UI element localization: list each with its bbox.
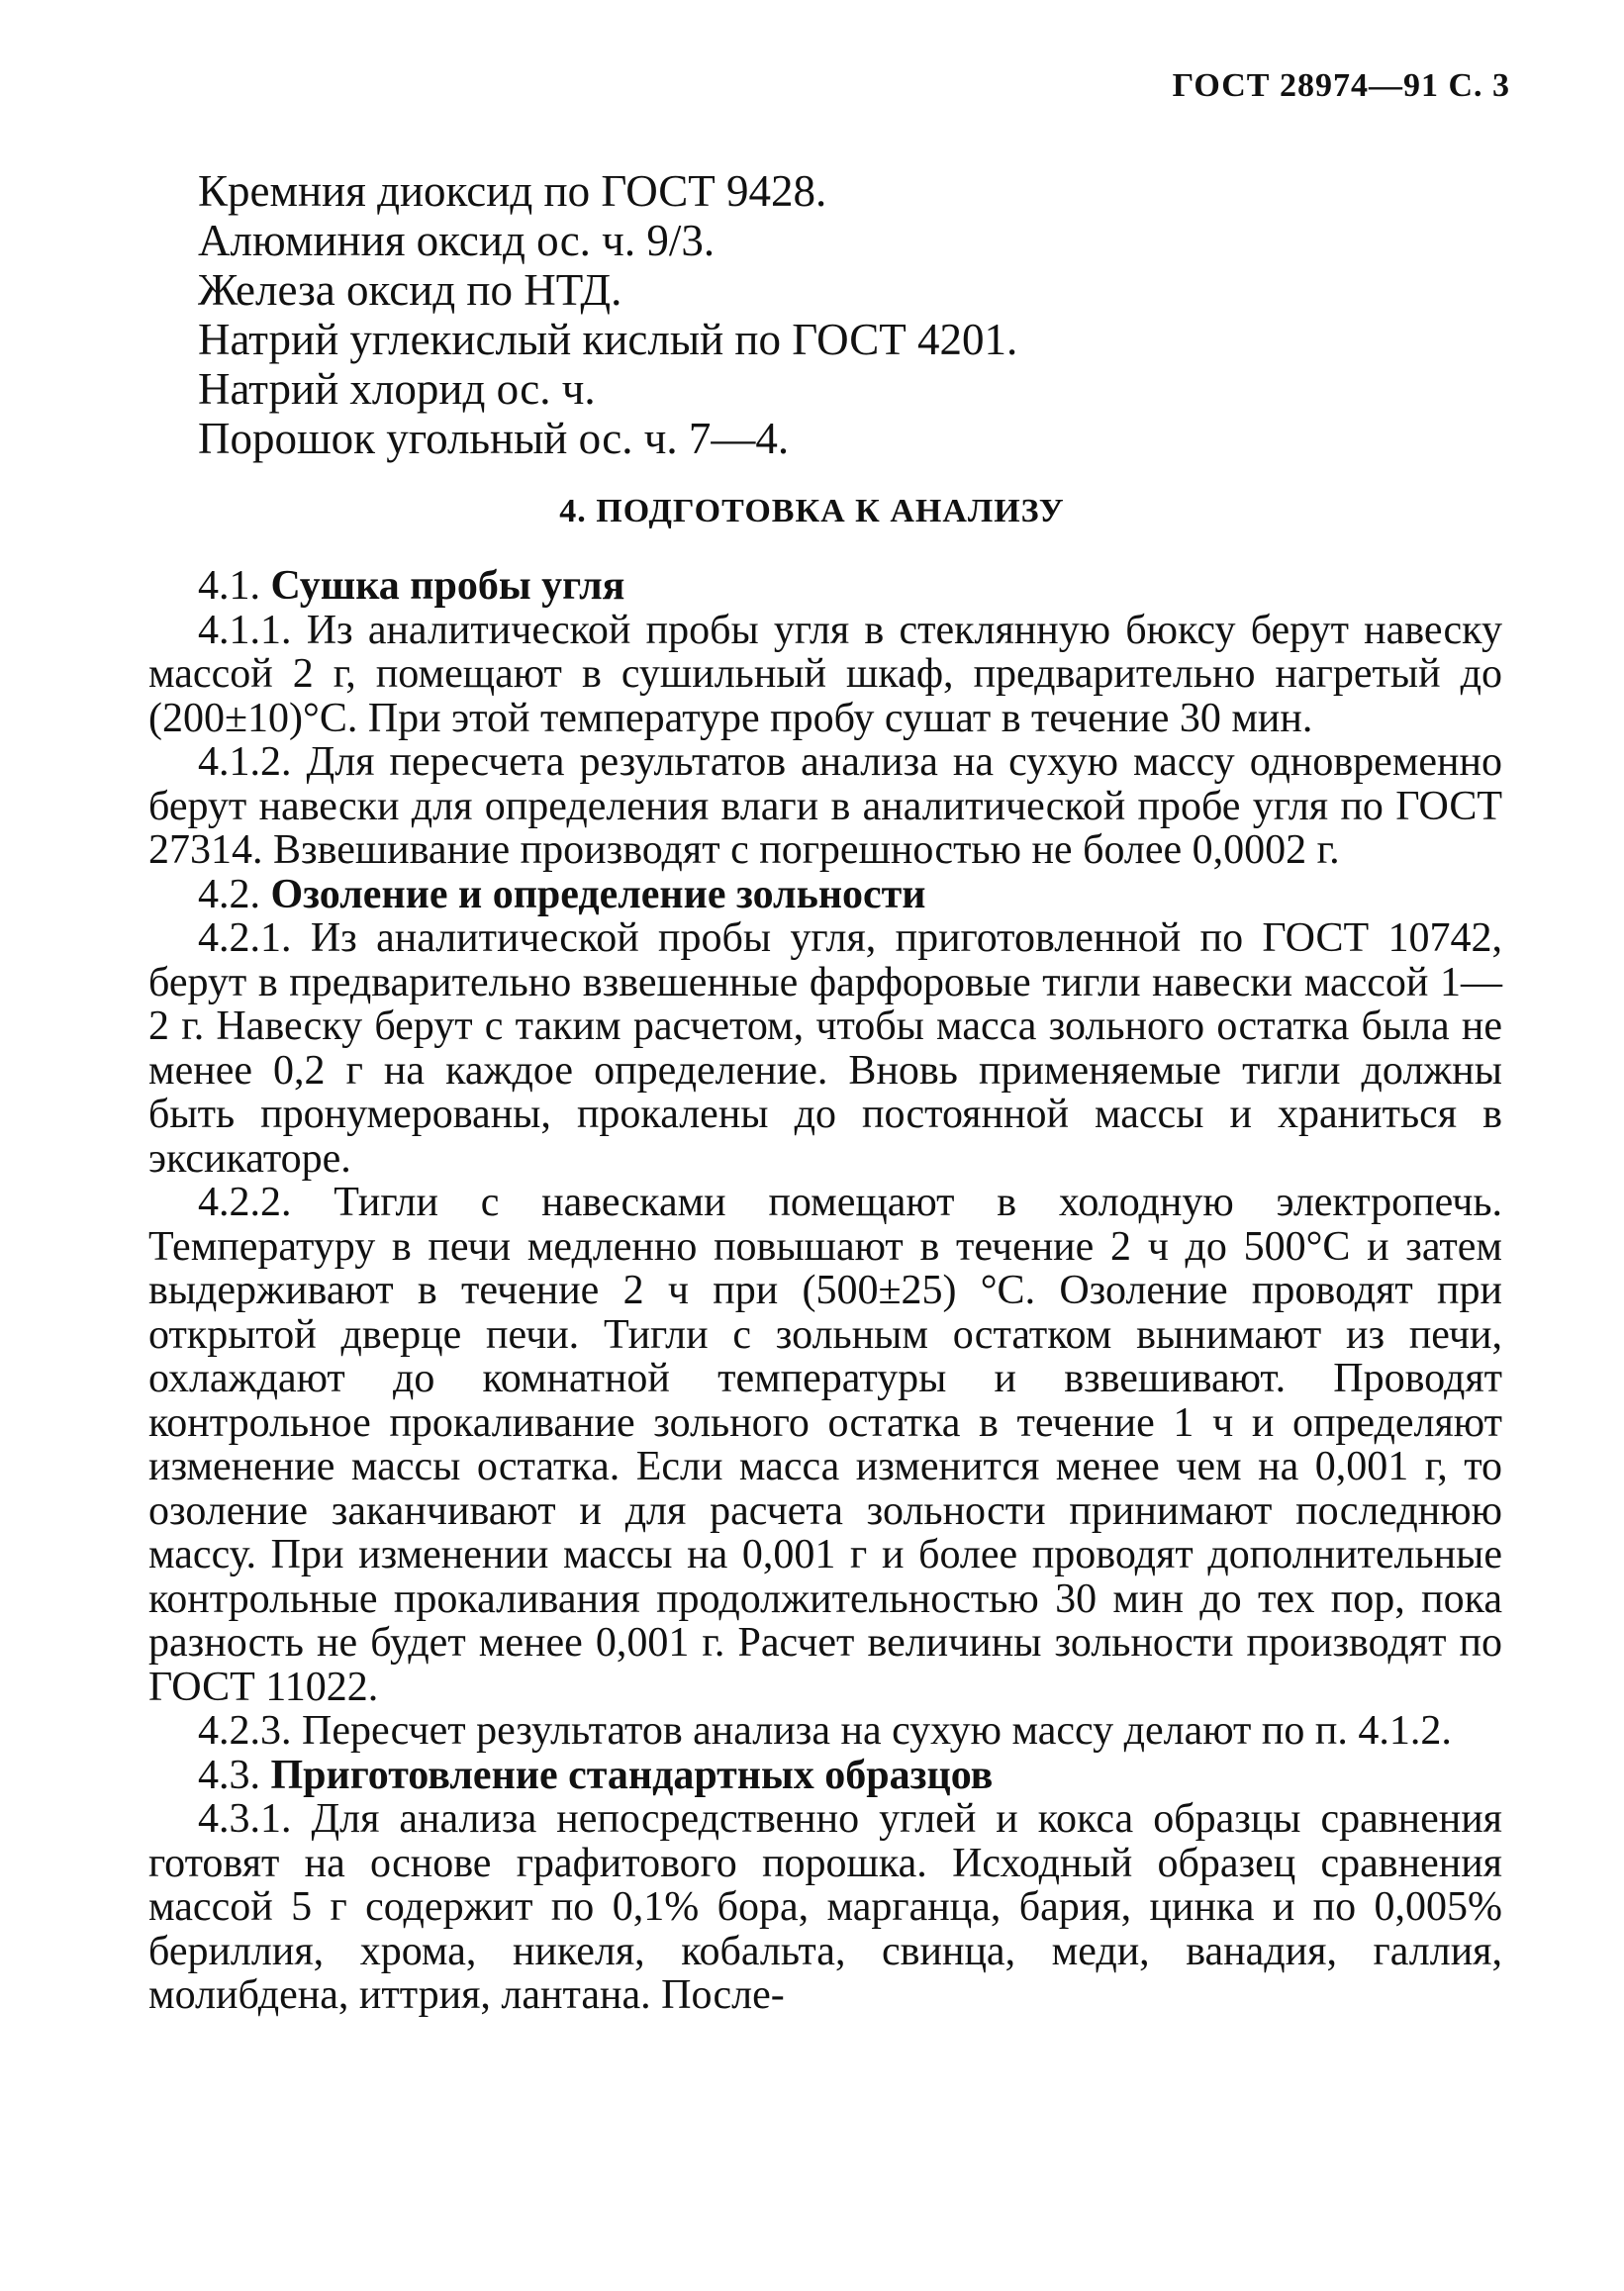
- heading-title: Приготовление стандартных образцов: [270, 1752, 994, 1798]
- paragraph-4-1-2: 4.1.2. Для пересчета результатов анализа на сухую массу одновременно берут навески для определения влаги в аналитической пробе угля по ГОСТ 27314. Взвешивание производят с погрешностью не более 0,0002 г.: [148, 739, 1502, 873]
- reagent-item: Алюминия оксид ос. ч. 9/3.: [198, 216, 716, 265]
- paragraph-4-3-1: 4.3.1. Для анализа непосредственно углей и кокса образцы сравнения готовят на основе графитового порошка. Исходный образец сравнения массой 5 г содержит по 0,1% бора, марганца, бария, цинка и по 0,005% бериллия, хрома, никеля, кобальта, свинца, меди, ванадия, галлия, молибдена, иттрия, лантана. После-: [148, 1796, 1502, 2018]
- heading-number: 4.3.: [198, 1752, 260, 1798]
- document-body: [148, 564, 1502, 2018]
- subsection-heading-4-3: [148, 1754, 1502, 1798]
- reagent-item: Порошок угольный ос. ч. 7—4.: [198, 414, 790, 463]
- reagent-list: [198, 166, 1017, 463]
- heading-title: Сушка пробы угля: [270, 563, 625, 609]
- paragraph-4-1-1: 4.1.1. Из аналитической пробы угля в стеклянную бюксу берут навеску массой 2 г, помещают в сушильный шкаф, предварительно нагретый до (200±10)°С. При этой температуре пробу сушат в течение 30 мин.: [148, 607, 1502, 741]
- paragraph-4-2-1: 4.2.1. Из аналитической пробы угля, приготовленной по ГОСТ 10742, берут в предварительно взвешенные фарфоровые тигли навески массой 1—2 г. Навеску берут с таким расчетом, чтобы масса зольного остатка была не менее 0,2 г на каждое определение. Вновь применяемые тигли должны быть пронумерованы, прокалены до постоянной массы и храниться в эксикаторе.: [148, 915, 1502, 1182]
- reagent-item: Натрий хлорид ос. ч.: [198, 364, 596, 414]
- paragraph-4-2-2: 4.2.2. Тигли с навесками помещают в холодную электропечь. Температуру в печи медленно повышают в течение 2 ч до 500°С и затем выдерживают в течение 2 ч при (500±25) °С. Озоление проводят при открытой дверце печи. Тигли с зольным остатком вынимают из печи, охлаждают до комнатной температуры и взвешивают. Проводят контрольное прокаливание зольного остатка в течение 1 ч и определяют изменение массы остатка. Если масса изменится менее чем на 0,001 г, то озоление заканчивают и для расчета зольности принимают последнюю массу. При изменении массы на 0,001 г и более проводят дополнительные контрольные прокаливания продолжительностью 30 мин до тех пор, пока разность не будет менее 0,001 г. Расчет величины зольности производят по ГОСТ 11022.: [148, 1180, 1502, 1710]
- reagent-item: Железа оксид по НТД.: [198, 265, 622, 315]
- heading-number: 4.2.: [198, 871, 260, 917]
- subsection-heading-4-2: [148, 873, 1502, 917]
- paragraph-4-2-3: 4.2.3. Пересчет результатов анализа на сухую массу делают по п. 4.1.2.: [198, 1708, 1452, 1754]
- heading-number: 4.1.: [198, 563, 260, 609]
- subsection-heading-4-1: [148, 564, 1502, 609]
- reagent-item: Кремния диоксид по ГОСТ 9428.: [198, 166, 827, 216]
- page-header: ГОСТ 28974—91 С. 3: [1172, 67, 1510, 104]
- heading-title: Озоление и определение зольности: [270, 871, 926, 917]
- reagent-item: Натрий углекислый кислый по ГОСТ 4201.: [198, 315, 1018, 364]
- section-title: 4. ПОДГОТОВКА К АНАЛИЗУ: [559, 493, 1065, 529]
